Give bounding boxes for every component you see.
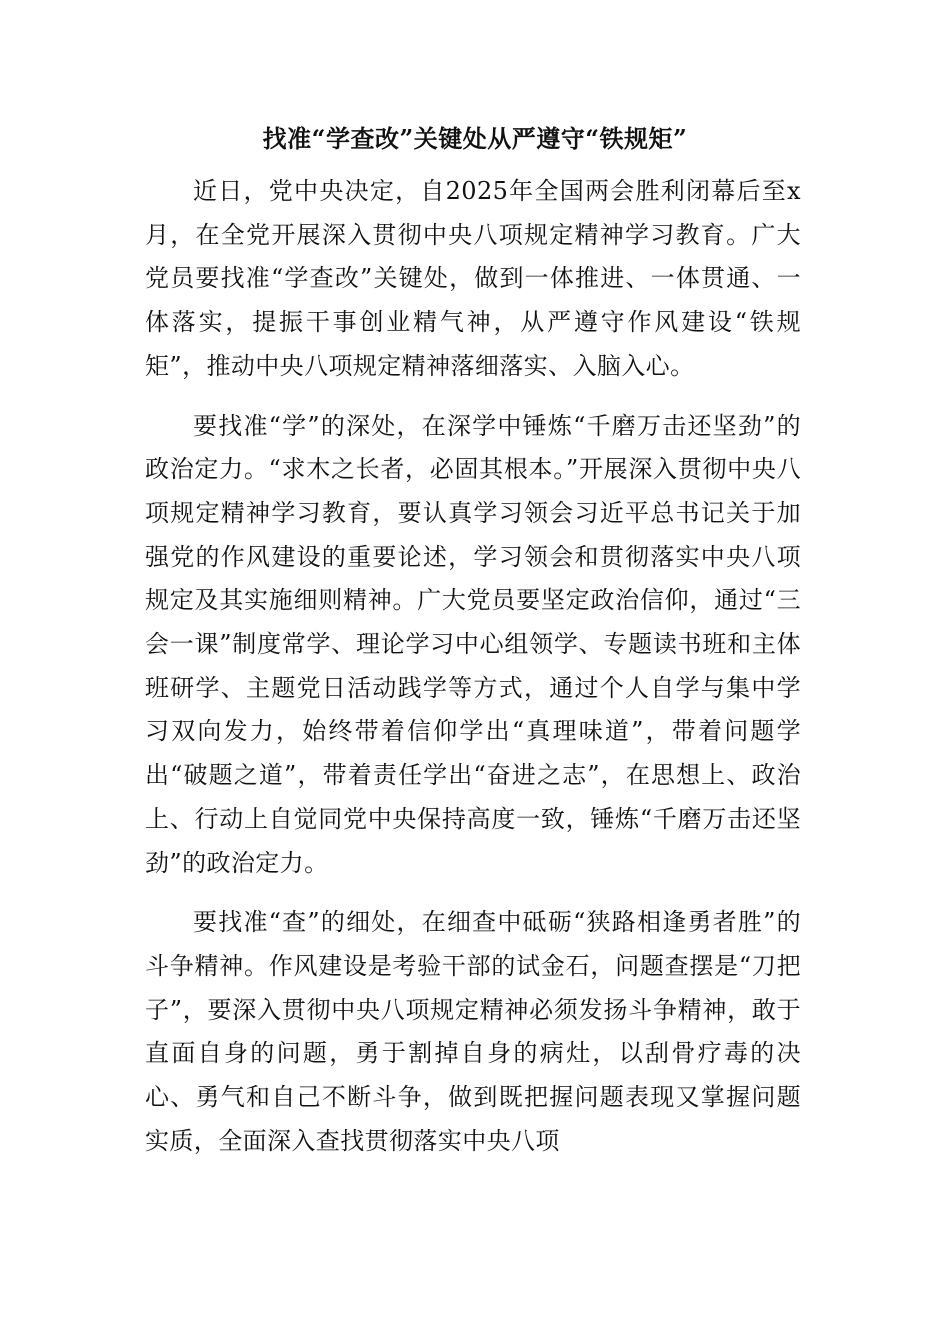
- paragraph-intro: 近日，党中央决定，自2025年全国两会胜利闭幕后至x月，在全党开展深入贯彻中央八项规定精神学习教育。广大党员要找准“学查改”关键处，做到一体推进、一体贯通、一体落实，提振干事创业精气神，从严遵守作风建设“铁规矩”，推动中央八项规定精神落细落实、入脑入心。: [145, 177, 801, 380]
- paragraph-inspect: 要找准“查”的细处，在细查中砥砺“狭路相逢勇者胜”的斗争精神。作风建设是考验干部的试金石，问题查摆是“刀把子”，要深入贯彻中央八项规定精神必须发扬斗争精神，敢于直面自身的问题，勇于割掉自身的病灶，以刮骨疗毒的决心、勇气和自己不断斗争，做到既把握问题表现又掌握问题实质，全面深入查找贯彻落实中央八项: [145, 908, 801, 1155]
- document-body: [145, 170, 801, 1163]
- document-title: 找准“学查改”关键处从严遵守“铁规矩”: [262, 124, 688, 153]
- paragraph-study: 要找准“学”的深处，在深学中锤炼“千磨万击还坚劲”的政治定力。“求木之长者，必固其根本。”开展深入贯彻中央八项规定精神学习教育，要认真学习领会习近平总书记关于加强党的作风建设的重要论述，学习领会和贯彻落实中央八项规定及其实施细则精神。广大党员要坚定政治信仰，通过“三会一课”制度常学、理论学习中心组领学、专题读书班和主体班研学、主题党日活动践学等方式，通过个人自学与集中学习双向发力，始终带着信仰学出“真理味道”，带着问题学出“破题之道”，带着责任学出“奋进之志”，在思想上、政治上、行动上自觉同党中央保持高度一致，锤炼“千磨万击还坚劲”的政治定力。: [145, 411, 801, 877]
